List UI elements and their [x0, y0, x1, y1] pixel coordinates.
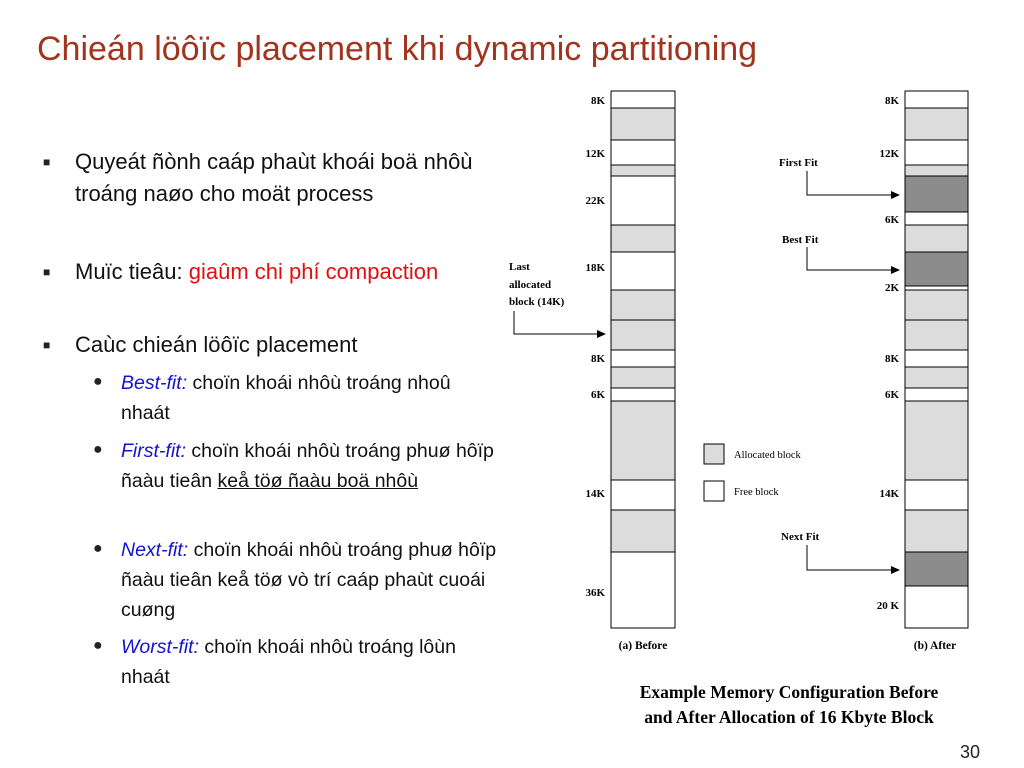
sub-bullet-worst-fit — [93, 632, 501, 692]
after-block — [905, 586, 968, 628]
first-fit-arrow — [807, 171, 899, 195]
before-size-label: 18K — [585, 262, 605, 274]
last-allocated-label: Last — [509, 261, 530, 273]
before-column — [611, 91, 675, 628]
after-size-label: 8K — [884, 353, 899, 365]
before-block — [611, 176, 675, 225]
last-allocated-label: allocated — [509, 279, 552, 291]
first-fit-text: choïn khoái nhôù troáng phuø hôïp ñaàu tieân — [121, 440, 494, 492]
before-size-label: 14K — [585, 488, 605, 500]
before-block — [611, 388, 675, 401]
worst-fit-term: Worst-fit: — [121, 636, 199, 658]
bullet-3-text: Caùc chieán löôïc placement — [75, 332, 358, 357]
best-fit-arrow — [807, 247, 899, 270]
before-block — [611, 252, 675, 290]
before-size-label: 6K — [590, 389, 605, 401]
after-block — [905, 480, 968, 510]
before-size-label: 8K — [590, 353, 605, 365]
memory-diagram — [509, 89, 975, 739]
sub-bullet-best-fit — [93, 368, 501, 428]
before-block — [611, 140, 675, 165]
after-size-label: 6K — [884, 389, 899, 401]
best-fit-label: Best Fit — [782, 234, 819, 246]
before-size-label: 12K — [585, 148, 605, 160]
bullet-2 — [43, 256, 505, 288]
last-allocated-label: block (14K) — [509, 296, 565, 308]
square-bullet-icon: ■ — [43, 265, 51, 279]
first-fit-underlined: keå töø ñaàu boä nhôù — [217, 470, 419, 492]
after-block — [905, 212, 968, 225]
after-size-label: 14K — [879, 488, 899, 500]
after-size-label: 8K — [884, 95, 899, 107]
before-size-label: 8K — [590, 95, 605, 107]
before-block — [611, 225, 675, 252]
dot-bullet-icon: ● — [93, 540, 103, 557]
after-size-label: 12K — [879, 148, 899, 160]
after-block — [905, 510, 968, 552]
dot-bullet-icon: ● — [93, 637, 103, 654]
best-fit-text: choïn khoái nhôù troáng nhoû nhaát — [121, 372, 451, 424]
before-size-label: 36K — [585, 587, 605, 599]
after-block — [905, 225, 968, 252]
first-fit-term: First-fit: — [121, 440, 186, 462]
after-block — [905, 367, 968, 388]
before-block — [611, 401, 675, 480]
bullet-2-lead: Muïc tieâu: — [75, 259, 189, 284]
before-block — [611, 108, 675, 140]
diagram-title-line-2: and After Allocation of 16 Kbyte Block — [644, 707, 934, 727]
bullet-1 — [43, 146, 505, 210]
after-block — [905, 176, 968, 212]
bullet-1-text: Quyeát ñònh caáp phaùt khoái boä nhôù troáng naøo cho moät process — [75, 149, 473, 206]
next-fit-label: Next Fit — [781, 531, 820, 543]
before-block — [611, 165, 675, 176]
before-block — [611, 350, 675, 367]
next-fit-term: Next-fit: — [121, 539, 189, 561]
first-fit-label: First Fit — [779, 157, 818, 169]
after-block — [905, 388, 968, 401]
after-block — [905, 165, 968, 176]
dot-bullet-icon: ● — [93, 373, 103, 390]
square-bullet-icon: ■ — [43, 155, 51, 169]
before-block — [611, 480, 675, 510]
after-column — [905, 91, 968, 628]
before-block — [611, 367, 675, 388]
after-block — [905, 91, 968, 108]
before-block — [611, 510, 675, 552]
worst-fit-text: choïn khoái nhôù troáng lôùn nhaát — [121, 636, 456, 688]
next-fit-text: choïn khoái nhôù troáng phuø hôïp ñaàu tieân keå töø vò trí caáp phaùt cuoái cuøng — [121, 539, 497, 621]
after-block — [905, 286, 968, 290]
after-size-label: 6K — [884, 214, 899, 226]
dot-bullet-icon: ● — [93, 441, 103, 458]
square-bullet-icon: ■ — [43, 338, 51, 352]
best-fit-term: Best-fit: — [121, 372, 188, 394]
before-block — [611, 552, 675, 628]
after-block — [905, 320, 968, 350]
caption-before: (a) Before — [618, 640, 668, 652]
after-size-label: 20 K — [876, 600, 899, 612]
after-block — [905, 350, 968, 367]
caption-after: (b) After — [913, 640, 957, 652]
after-block — [905, 108, 968, 140]
before-size-label: 22K — [585, 195, 605, 207]
sub-bullet-next-fit — [93, 535, 501, 625]
before-block — [611, 91, 675, 108]
legend-allocated-swatch — [704, 444, 724, 464]
page-number: 30 — [960, 742, 981, 762]
after-size-label: 2K — [884, 282, 899, 294]
legend-allocated-label: Allocated block — [734, 450, 801, 461]
next-fit-arrow — [807, 545, 899, 570]
after-block — [905, 552, 968, 586]
legend-free-label: Free block — [734, 487, 779, 498]
bullet-2-highlight: giaûm chi phí compaction — [188, 259, 439, 284]
after-block — [905, 290, 968, 320]
before-block — [611, 290, 675, 320]
diagram-title-line-1: Example Memory Configuration Before — [639, 682, 939, 702]
bullet-3 — [43, 329, 505, 361]
sub-bullet-first-fit — [93, 436, 501, 496]
after-block — [905, 140, 968, 165]
after-block — [905, 401, 968, 480]
before-block — [611, 320, 675, 350]
after-block — [905, 252, 968, 286]
legend-free-swatch — [704, 481, 724, 501]
slide-title: Chieán löôïc placement khi dynamic partitioning — [37, 30, 758, 68]
last-allocated-arrow — [514, 311, 605, 334]
